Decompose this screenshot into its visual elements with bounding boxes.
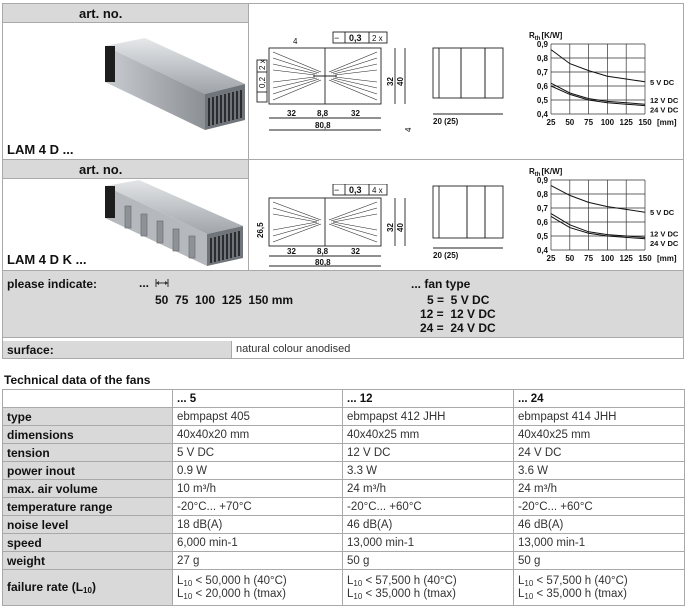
x-tick-label: 100 — [600, 118, 615, 127]
svg-text:−: − — [334, 33, 340, 43]
x-tick-label: 75 — [584, 254, 594, 263]
y-tick-label: 0,6 — [536, 82, 548, 91]
dim-seg1: 32 — [287, 109, 296, 118]
y-tick-label: 0,4 — [536, 246, 548, 255]
table-cell: 46 dB(A) — [514, 516, 685, 534]
y-tick-label: 0,4 — [536, 110, 548, 119]
x-axis-label: [mm] — [657, 118, 677, 127]
table-cell: ebmpapst 414 JHH — [514, 408, 685, 426]
dim-seg2: 32 — [351, 109, 360, 118]
x-tick-label: 25 — [546, 254, 556, 263]
table-cell: 24 m³/h — [514, 480, 685, 498]
table-header-empty — [3, 390, 173, 408]
x-tick-label: 100 — [600, 254, 615, 263]
length-prefix: ... — [139, 276, 150, 290]
dim-h1-2: 32 — [386, 223, 395, 232]
fan-type-label: ... fan type — [411, 277, 471, 291]
table-row — [3, 552, 685, 570]
dim-seg1-2: 32 — [287, 247, 296, 256]
table-cell: 46 dB(A) — [343, 516, 514, 534]
y-tick-label: 0,5 — [536, 232, 548, 241]
row-label: max. air volume — [3, 480, 173, 498]
y-tick-label: 0,9 — [536, 40, 548, 49]
dim-mid-2: 8,8 — [317, 247, 329, 256]
y-tick-label: 0,8 — [536, 190, 548, 199]
dim-mid: 8,8 — [317, 109, 329, 118]
row-label: speed — [3, 534, 173, 552]
dim-depth-2: 20 (25) — [433, 251, 459, 260]
row-label: power inout — [3, 462, 173, 480]
series-label: 5 V DC — [650, 208, 675, 218]
fan-type-12: 12 = 12 V DC — [420, 307, 496, 321]
y-tick-label: 0,7 — [536, 68, 548, 77]
x-tick-label: 50 — [565, 118, 575, 127]
table-cell: 24 m³/h — [343, 480, 514, 498]
series-label: 12 V DC — [650, 229, 679, 239]
dim-height-tol: 0,2 — [258, 76, 267, 88]
surface-value: natural colour anodised — [231, 341, 683, 358]
y-axis-label-sub: th — [534, 172, 541, 178]
y-axis-label: $R_{th}[K/W]$ — [529, 31, 563, 42]
table-cell: 13,000 min-1 — [343, 534, 514, 552]
dim-fin-offset: 4 — [293, 37, 298, 46]
art-no-label-2: art. no. — [79, 162, 123, 177]
technical-drawing-lam4d — [253, 26, 415, 138]
table-row — [3, 444, 685, 462]
technical-drawing-lam4dk — [253, 184, 415, 272]
fan-type-5: 5 = 5 V DC — [427, 293, 490, 307]
table-row — [3, 408, 685, 426]
y-tick-label: 0,9 — [536, 176, 548, 185]
length-arrow-icon — [155, 279, 169, 287]
table-cell: 27 g — [173, 552, 343, 570]
side-view-lam4dk — [429, 184, 507, 264]
fan-type-24: 24 = 24 V DC — [420, 321, 496, 335]
series-line — [551, 214, 645, 238]
dim-seg2-2: 32 — [351, 247, 360, 256]
divider — [3, 178, 248, 179]
art-no-header-1 — [3, 4, 248, 22]
row-label: type — [3, 408, 173, 426]
failure-cell-24: $L_{10} < 57,500$ h (40°C) $L_{10} < 35,000$ h (tmax) — [514, 570, 685, 606]
series-label: 24 V DC — [650, 105, 679, 115]
dim-tolerance-ref: 2 x — [372, 34, 383, 43]
x-axis-label: [mm] — [657, 254, 677, 263]
dim-tolerance-ref-2: 4 x — [372, 186, 383, 195]
table-cell: ebmpapst 412 JHH — [343, 408, 514, 426]
dim-h2-2: 40 — [396, 223, 405, 232]
row-label: dimensions — [3, 426, 173, 444]
x-tick-label: 150 — [638, 118, 652, 127]
tech-data-table — [2, 389, 685, 606]
table-row — [3, 462, 685, 480]
dim-total: 80,8 — [315, 121, 331, 130]
series-label: 24 V DC — [650, 238, 679, 248]
dim-h2: 40 — [396, 77, 405, 86]
x-tick-label: 125 — [619, 118, 633, 127]
y-axis-unit: [K/W] — [541, 167, 563, 176]
row-label: temperature range — [3, 498, 173, 516]
product-panel — [2, 3, 684, 359]
series-line — [551, 216, 645, 238]
y-axis-label: $R_{th}[K/W]$ — [529, 167, 563, 178]
y-tick-label: 0,7 — [536, 204, 548, 213]
table-row — [3, 516, 685, 534]
x-tick-label: 125 — [619, 254, 633, 263]
divider — [3, 22, 248, 23]
length-options: 50 75 100 125 150 mm — [155, 293, 294, 307]
y-tick-label: 0,5 — [536, 96, 548, 105]
art-no-header-2 — [3, 160, 248, 178]
dim-bottom: 4 — [404, 127, 413, 132]
table-cell: 50 g — [514, 552, 685, 570]
table-cell: 18 dB(A) — [173, 516, 343, 534]
y-axis-label-sub: th — [534, 36, 541, 42]
dim-tolerance-2: 0,3 — [349, 185, 362, 195]
failure-cell-5: $L_{10} < 50,000$ h (40°C) $L_{10} < 20,000$ h (tmax) — [173, 570, 343, 606]
table-cell: -20°C... +70°C — [173, 498, 343, 516]
table-cell: ebmpapst 405 — [173, 408, 343, 426]
row-label: noise level — [3, 516, 173, 534]
side-view-lam4d — [429, 44, 507, 130]
table-cell: 0.9 W — [173, 462, 343, 480]
table-cell: -20°C... +60°C — [343, 498, 514, 516]
model-lam4dk: LAM 4 D K ... — [7, 252, 87, 267]
y-axis-unit: [K/W] — [541, 31, 563, 40]
y-tick-label: 0,8 — [536, 54, 548, 63]
column-header-5: ... 5 — [173, 390, 343, 408]
x-tick-label: 75 — [584, 118, 594, 127]
please-indicate-label: please indicate: — [7, 277, 98, 291]
surface-label: surface: — [7, 343, 54, 357]
table-cell: 24 V DC — [514, 444, 685, 462]
tech-data-title: Technical data of the fans — [4, 373, 151, 387]
x-tick-label: 25 — [546, 118, 556, 127]
product-image-lam4dk — [99, 180, 247, 270]
table-cell: 40x40x25 mm — [514, 426, 685, 444]
table-cell: 13,000 min-1 — [514, 534, 685, 552]
art-no-label-1: art. no. — [79, 6, 123, 21]
table-cell: -20°C... +60°C — [514, 498, 685, 516]
column-header-24: ... 24 — [514, 390, 685, 408]
series-line — [551, 50, 645, 82]
table-cell: 3.3 W — [343, 462, 514, 480]
product-image-lam4d — [99, 36, 247, 134]
table-row-failure-rate — [3, 570, 685, 606]
series-label: 5 V DC — [650, 77, 675, 87]
table-cell: 12 V DC — [343, 444, 514, 462]
column-header-12: ... 12 — [343, 390, 514, 408]
failure-cell-12: $L_{10} < 57,500$ h (40°C) $L_{10} < 35,000$ h (tmax) — [343, 570, 514, 606]
row-label: tension — [3, 444, 173, 462]
y-tick-label: 0,6 — [536, 218, 548, 227]
x-tick-label: 150 — [638, 254, 652, 263]
dim-height-ref: 2 x — [258, 59, 267, 70]
table-cell: 40x40x25 mm — [343, 426, 514, 444]
table-row — [3, 534, 685, 552]
dim-total-2: 80,8 — [315, 258, 331, 267]
table-cell: 40x40x20 mm — [173, 426, 343, 444]
dim-h1: 32 — [386, 77, 395, 86]
table-header-row — [3, 390, 685, 408]
x-tick-label: 50 — [565, 254, 575, 263]
rth-chart-lam4dk — [523, 164, 683, 276]
table-cell: 3.6 W — [514, 462, 685, 480]
series-label: 12 V DC — [650, 96, 679, 106]
rth-chart-lam4d — [523, 28, 683, 140]
table-row — [3, 426, 685, 444]
svg-text:−: − — [334, 185, 340, 195]
model-lam4d: LAM 4 D ... — [7, 142, 74, 157]
dim-tolerance: 0,3 — [349, 33, 362, 43]
row-label-failure-rate: failure rate $(L_{10})$ — [3, 570, 173, 606]
table-row — [3, 480, 685, 498]
divider — [3, 337, 683, 338]
table-cell: 50 g — [343, 552, 514, 570]
dim-left-height: 26,5 — [256, 222, 265, 238]
row-label: weight — [3, 552, 173, 570]
please-indicate-row — [3, 271, 683, 337]
table-cell: 10 m³/h — [173, 480, 343, 498]
table-row — [3, 498, 685, 516]
table-cell: 6,000 min-1 — [173, 534, 343, 552]
table-cell: 5 V DC — [173, 444, 343, 462]
dim-depth: 20 (25) — [433, 117, 459, 126]
